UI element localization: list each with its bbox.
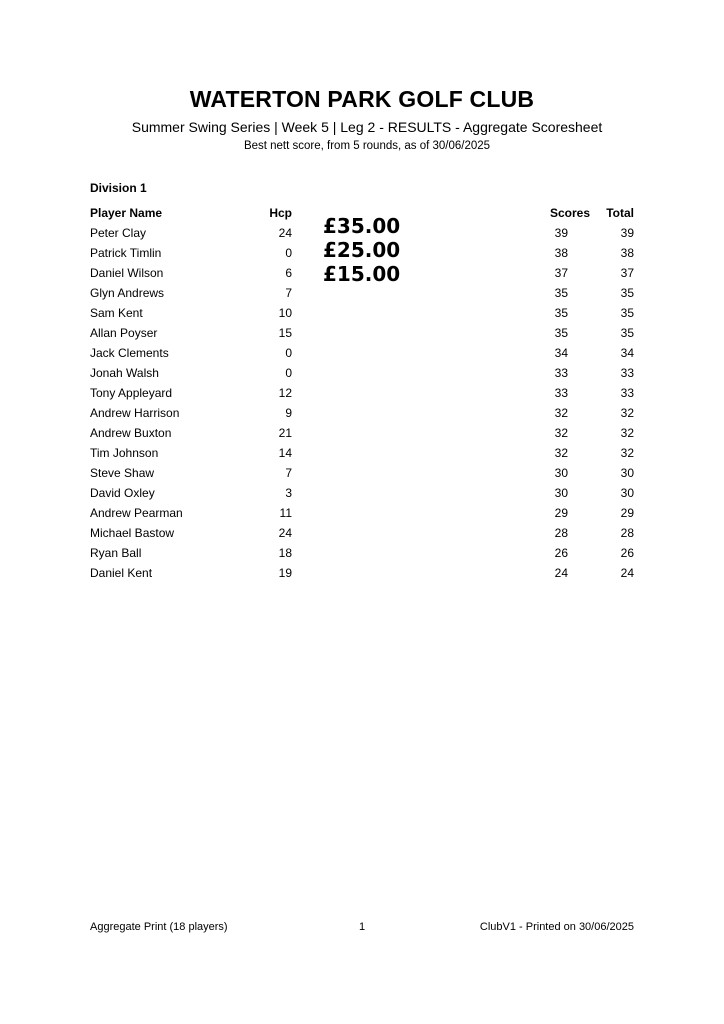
table-row — [0, 523, 724, 543]
player-scores: 39 — [554, 226, 568, 240]
table-row — [0, 343, 724, 363]
table-row — [0, 543, 724, 563]
player-scores: 28 — [554, 526, 568, 540]
player-hcp: 6 — [285, 266, 292, 280]
column-header-hcp: Hcp — [269, 206, 292, 220]
table-row — [0, 563, 724, 583]
player-total: 35 — [620, 326, 634, 340]
table-row — [0, 363, 724, 383]
player-hcp: 24 — [278, 226, 292, 240]
player-hcp: 0 — [285, 346, 292, 360]
player-scores: 35 — [554, 326, 568, 340]
player-hcp: 18 — [278, 546, 292, 560]
column-header-total: Total — [606, 206, 634, 220]
player-hcp: 7 — [285, 286, 292, 300]
player-hcp: 9 — [285, 406, 292, 420]
player-hcp: 19 — [278, 566, 292, 580]
report-subtitle: Summer Swing Series | Week 5 | Leg 2 - RESULTS - Aggregate Scoresheet — [131, 119, 603, 135]
player-hcp: 14 — [278, 446, 292, 460]
player-total: 35 — [620, 286, 634, 300]
player-scores: 32 — [554, 446, 568, 460]
player-scores: 26 — [554, 546, 568, 560]
player-name: Andrew Pearman — [90, 506, 183, 520]
table-row — [0, 463, 724, 483]
table-row — [0, 443, 724, 463]
player-scores: 30 — [554, 486, 568, 500]
player-name: Allan Poyser — [90, 326, 158, 340]
player-scores: 37 — [554, 266, 568, 280]
player-total: 29 — [620, 506, 634, 520]
player-total: 32 — [620, 426, 634, 440]
player-total: 32 — [620, 406, 634, 420]
player-hcp: 11 — [279, 506, 292, 520]
prize-list — [323, 214, 400, 286]
player-name: Steve Shaw — [90, 466, 155, 480]
player-total: 33 — [620, 366, 634, 380]
division-heading: Division 1 — [90, 181, 147, 195]
club-title: WATERTON PARK GOLF CLUB — [189, 86, 535, 112]
player-total: 24 — [620, 566, 634, 580]
column-header-player: Player Name — [90, 206, 163, 220]
player-hcp: 15 — [278, 326, 292, 340]
prize-third: £15.00 — [323, 262, 401, 286]
player-total: 26 — [620, 546, 634, 560]
footer-page-number: 1 — [358, 921, 366, 933]
player-name: Tony Appleyard — [90, 386, 173, 400]
player-total: 33 — [620, 386, 634, 400]
player-scores: 33 — [554, 366, 568, 380]
table-row — [0, 423, 724, 443]
player-hcp: 24 — [278, 526, 292, 540]
table-row — [0, 383, 724, 403]
player-scores: 35 — [554, 306, 568, 320]
table-row — [0, 403, 724, 423]
player-name: Daniel Kent — [90, 566, 153, 580]
table-row — [0, 503, 724, 523]
player-total: 30 — [620, 486, 634, 500]
player-hcp: 0 — [285, 246, 292, 260]
player-hcp: 12 — [278, 386, 292, 400]
player-scores: 35 — [554, 286, 568, 300]
table-row — [0, 303, 724, 323]
player-scores: 30 — [554, 466, 568, 480]
footer-printed-on: ClubV1 - Printed on 30/06/2025 — [479, 921, 634, 933]
report-note: Best nett score, from 5 rounds, as of 30/06/2025 — [243, 140, 491, 152]
player-name: Peter Clay — [90, 226, 147, 240]
player-name: Andrew Buxton — [90, 426, 172, 440]
prize-second: £25.00 — [323, 238, 401, 262]
player-scores: 32 — [554, 406, 568, 420]
player-total: 39 — [620, 226, 634, 240]
player-scores: 32 — [554, 426, 568, 440]
player-name: Tim Johnson — [90, 446, 159, 460]
player-hcp: 7 — [285, 466, 292, 480]
prize-first: £35.00 — [323, 214, 401, 238]
player-scores: 33 — [554, 386, 568, 400]
player-total: 35 — [620, 306, 634, 320]
player-total: 37 — [620, 266, 634, 280]
player-hcp: 10 — [278, 306, 292, 320]
player-name: Andrew Harrison — [90, 406, 180, 420]
player-name: Sam Kent — [90, 306, 143, 320]
player-total: 28 — [620, 526, 634, 540]
table-row — [0, 283, 724, 303]
player-total: 32 — [620, 446, 634, 460]
player-total: 38 — [620, 246, 634, 260]
player-name: David Oxley — [90, 486, 155, 500]
player-scores: 34 — [554, 346, 568, 360]
player-name: Patrick Timlin — [90, 246, 162, 260]
player-name: Glyn Andrews — [90, 286, 165, 300]
player-name: Michael Bastow — [90, 526, 175, 540]
player-total: 30 — [620, 466, 634, 480]
column-header-scores: Scores — [549, 206, 590, 220]
player-scores: 29 — [554, 506, 568, 520]
player-scores: 38 — [554, 246, 568, 260]
player-name: Ryan Ball — [90, 546, 142, 560]
footer-print-info: Aggregate Print (18 players) — [90, 921, 228, 933]
player-name: Daniel Wilson — [90, 266, 164, 280]
player-hcp: 0 — [285, 366, 292, 380]
table-row — [0, 323, 724, 343]
player-scores: 24 — [554, 566, 568, 580]
player-hcp: 3 — [285, 486, 292, 500]
table-row — [0, 483, 724, 503]
player-name: Jack Clements — [90, 346, 169, 360]
player-total: 34 — [620, 346, 634, 360]
player-name: Jonah Walsh — [90, 366, 159, 380]
player-hcp: 21 — [278, 426, 292, 440]
